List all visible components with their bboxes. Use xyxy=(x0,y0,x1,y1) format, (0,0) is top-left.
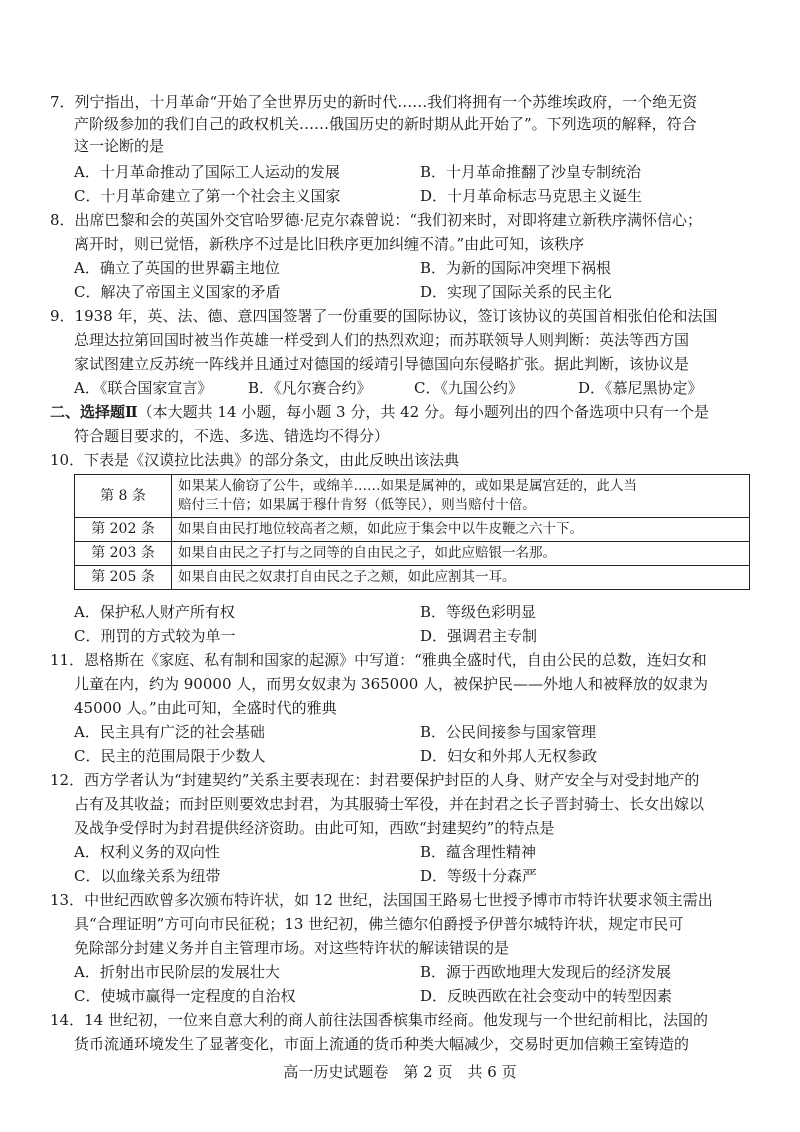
q7-option-d: D．十月革命标志马克思主义诞生 xyxy=(420,187,643,205)
q10-stem: 10．下表是《汉谟拉比法典》的部分条文，由此反映出该法典 xyxy=(50,451,460,469)
article-number: 第 203 条 xyxy=(75,542,172,566)
q9-option-c: C．《九国公约》 xyxy=(414,379,523,397)
article-number: 第 205 条 xyxy=(75,566,172,590)
article-text-line: 如果某人偷窃了公牛，或绵羊……如果是属神的，或如果是属宫廷的，此人当 xyxy=(178,478,637,494)
q12-stem-line2: 占有及其收益；而封臣则要效忠封君，为其服骑士军役，并在封君之长子晋封骑士、长女出嫁以 xyxy=(74,795,705,813)
hammurabi-code-table xyxy=(74,474,750,590)
article-text: 如果自由民之子打与之同等的自由民之子，如此应赔银一名那。 xyxy=(172,542,750,566)
q7-stem-line3: 这一论断的是 xyxy=(74,137,165,155)
q13-option-a: A．折射出市民阶层的发展壮大 xyxy=(74,963,280,981)
q9-option-b: B．《凡尔赛合约》 xyxy=(248,379,372,397)
q7-option-b: B．十月革命推翻了沙皇专制统治 xyxy=(420,163,642,181)
article-text: 如果自由民之奴隶打自由民之子之颊，如此应割其一耳。 xyxy=(172,566,750,590)
q11-stem-line3: 45000 人。”由此可知，全盛时代的雅典 xyxy=(74,699,337,717)
q11-option-b: B．公民间接参与国家管理 xyxy=(420,723,597,741)
table-row xyxy=(75,566,750,590)
q13-stem-line3: 免除部分封建义务并自主管理市场。对这些特许状的解读错误的是 xyxy=(74,939,510,957)
section-2-heading xyxy=(50,402,709,422)
q8-stem-line2: 离开时，则已觉悟，新秩序不过是比旧秩序更加纠缠不清。”由此可知，该秩序 xyxy=(74,235,585,253)
q13-option-d: D．反映西欧在社会变动中的转型因素 xyxy=(420,987,673,1005)
section-2-title: 二、选择题Ⅱ xyxy=(50,403,138,421)
q10-option-c: C．刑罚的方式较为单一 xyxy=(74,627,236,645)
page-footer: 高一历史试题卷 第 2 页 共 6 页 xyxy=(283,1063,517,1081)
q10-option-a: A．保护私人财产所有权 xyxy=(74,603,235,621)
q11-option-c: C．民主的范围局限于少数人 xyxy=(74,747,266,765)
q8-option-d: D．实现了国际关系的民主化 xyxy=(420,283,613,301)
q10-option-b: B．等级色彩明显 xyxy=(420,603,537,621)
q9-stem-line2: 总理达拉第回国时被当作英雄一样受到人们的热烈欢迎；而苏联领导人则判断：英法等西方国 xyxy=(74,331,690,349)
table-row xyxy=(75,542,750,566)
q7-option-a: A．十月革命推动了国际工人运动的发展 xyxy=(74,163,340,181)
article-number: 第 202 条 xyxy=(75,518,172,542)
q12-option-b: B．蕴含理性精神 xyxy=(420,843,537,861)
section-2-desc-line1: （本大题共 14 小题，每小题 3 分，共 42 分。每小题列出的四个备选项中只有一个是 xyxy=(137,403,709,421)
q13-option-b: B．源于西欧地理大发现后的经济发展 xyxy=(420,963,672,981)
q9-stem-line3: 家试图建立反苏统一阵线并且通过对德国的绥靖引导德国向东侵略扩张。据此判断，该协议是 xyxy=(74,355,690,373)
q12-option-d: D．等级十分森严 xyxy=(420,867,538,885)
q7-stem-line1: 7．列宁指出，十月革命“开始了全世界历史的新时代……我们将拥有一个苏维埃政府，一个绝无资 xyxy=(50,93,698,111)
q8-option-b: B．为新的国际冲突埋下祸根 xyxy=(420,259,612,277)
q13-stem-line2: 具“合理证明”方可向市民征税；13 世纪初，佛兰德尔伯爵授予伊普尔城特许状，规定市民可 xyxy=(74,915,684,933)
article-text xyxy=(172,475,750,518)
q9-stem-line1: 9．1938 年，英、法、德、意四国签署了一份重要的国际协议，签订该协议的英国首相张伯伦和法国 xyxy=(50,307,718,325)
q14-stem-line2: 货币流通环境发生了显著变化，市面上流通的货币种类大幅减少，交易时更加信赖王室铸造的 xyxy=(74,1035,690,1053)
q11-stem-line1: 11．恩格斯在《家庭、私有制和国家的起源》中写道：“雅典全盛时代，自由公民的总数，连妇女和 xyxy=(50,651,707,669)
q10-option-d: D．强调君主专制 xyxy=(420,627,538,645)
section-2-desc-line2: 符合题目要求的，不选、多选、错选均不得分） xyxy=(74,427,390,445)
article-text: 如果自由民打地位较高者之颊，如此应于集会中以牛皮鞭之六十下。 xyxy=(172,518,750,542)
q14-stem-line1: 14．14 世纪初，一位来自意大利的商人前往法国香槟集市经商。他发现与一个世纪前相比，法国的 xyxy=(50,1011,708,1029)
q9-option-d: D．《慕尼黑协定》 xyxy=(578,379,703,397)
article-text-line: 赔付三十倍；如果属于穆什肯努（低等民），则当赔付十倍。 xyxy=(178,497,536,513)
table-row xyxy=(75,518,750,542)
q8-option-a: A．确立了英国的世界霸主地位 xyxy=(74,259,280,277)
q12-option-a: A．权利义务的双向性 xyxy=(74,843,220,861)
q12-option-c: C．以血缘关系为纽带 xyxy=(74,867,221,885)
q11-stem-line2: 儿童在内，约为 90000 人，而男女奴隶为 365000 人，被保护民——外地人和被释放的奴隶为 xyxy=(74,675,709,693)
article-number: 第 8 条 xyxy=(75,475,172,518)
q13-stem-line1: 13．中世纪西欧曾多次颁布特许状，如 12 世纪，法国国王路易七世授予博市市特许状要求领主需出 xyxy=(50,891,713,909)
q12-stem-line1: 12．西方学者认为“封建契约”关系主要表现在：封君要保护封臣的人身、财产安全与对受封地产的 xyxy=(50,771,700,789)
q12-stem-line3: 及战争受俘时为封君提供经济资助。由此可知，西欧“封建契约”的特点是 xyxy=(74,819,555,837)
q13-option-c: C．使城市赢得一定程度的自治权 xyxy=(74,987,296,1005)
q7-stem-line2: 产阶级参加的我们自己的政权机关……俄国历史的新时期从此开始了”。下列选项的解释，符合 xyxy=(74,115,697,133)
q8-option-c: C．解决了帝国主义国家的矛盾 xyxy=(74,283,281,301)
q11-option-d: D．妇女和外邦人无权参政 xyxy=(420,747,598,765)
q8-stem-line1: 8．出席巴黎和会的英国外交官哈罗德·尼克尔森曾说：“我们初来时，对即将建立新秩序满怀信心； xyxy=(50,211,702,229)
q9-option-a: A．《联合国家宣言》 xyxy=(74,379,213,397)
table-row xyxy=(75,475,750,518)
q7-option-c: C．十月革命建立了第一个社会主义国家 xyxy=(74,187,341,205)
q11-option-a: A．民主具有广泛的社会基础 xyxy=(74,723,265,741)
